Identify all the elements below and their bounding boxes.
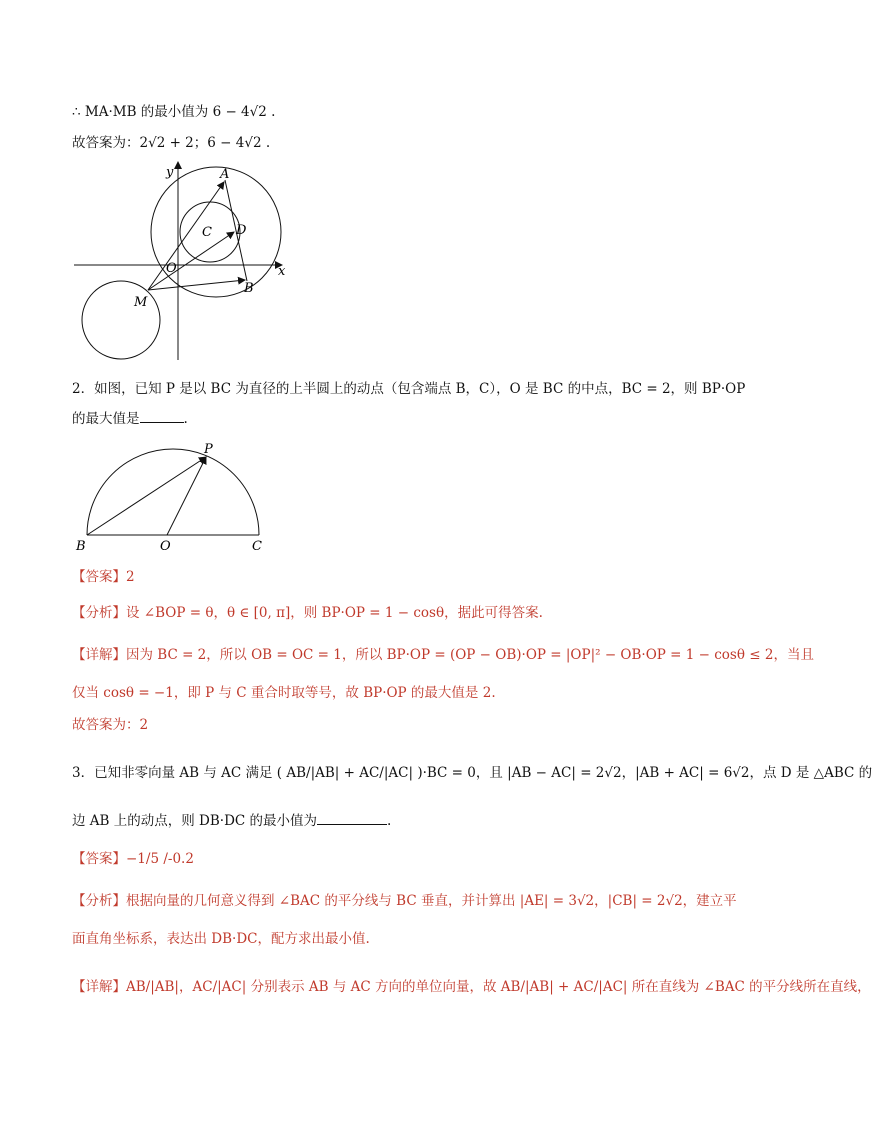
q2-answer-value: 2 [126, 569, 135, 585]
q2-detail-line2 [72, 684, 496, 702]
q3-answer-tag: 【答案】 [72, 851, 126, 867]
label-a: A [220, 167, 230, 182]
q1-figure [70, 160, 295, 365]
q3-answer-line [72, 850, 194, 868]
q2-stem-line1 [72, 380, 745, 398]
q3-analysis-text2: 面直角坐标系，表达出 DB·DC，配方求出最小值. [72, 931, 370, 947]
label-c2: C [252, 539, 262, 554]
q3-analysis-line1 [72, 892, 737, 910]
q3-answer-value: −1/5 /-0.2 [126, 851, 194, 867]
q3-stem2-end: . [387, 813, 392, 829]
q3-detail-line1 [72, 978, 871, 996]
q2-detail-text2: 仅当 cosθ = −1，即 P 与 C 重合时取等号，故 BP·OP 的最大值是 2. [72, 685, 496, 701]
vec-mb [148, 280, 245, 290]
big-circle [151, 167, 281, 297]
q1-answer-line [72, 134, 270, 152]
q2-analysis-text: 设 ∠BOP = θ，θ ∈ [0, π]，则 BP·OP = 1 − cosθ，据此可得答案. [126, 605, 543, 621]
q1-min-text: ∴ MA·MB 的最小值为 6 − 4√2 . [72, 104, 276, 120]
label-p: P [204, 442, 213, 457]
q2-stem1: 2．如图，已知 P 是以 BC 为直径的上半圆上的动点（包含端点 B，C），O 是 BC 的中点，BC = 2，则 BP·OP [72, 381, 746, 397]
label-b: B [244, 281, 254, 296]
label-x: x [278, 264, 286, 279]
q1-min-line [72, 103, 275, 121]
q2-final-line [72, 716, 148, 734]
q2-detail-tag: 【详解】 [72, 647, 126, 663]
label-o2: O [160, 539, 171, 554]
q2-answer-line [72, 568, 135, 586]
q2-detail-text1: 因为 BC = 2，所以 OB = OC = 1，所以 BP·OP = (OP − OB)·OP = |OP|² − OB·OP = 1 − cosθ ≤ 2，当且 [126, 647, 814, 663]
q2-analysis-tag: 【分析】 [72, 605, 126, 621]
vec-ma [148, 182, 224, 290]
label-y: y [166, 165, 174, 180]
q2-blank [140, 410, 184, 423]
label-d: D [236, 223, 247, 238]
q3-stem-line1 [72, 764, 872, 782]
q3-detail-tag: 【详解】 [72, 979, 126, 995]
label-o: O [166, 261, 177, 276]
label-c: C [202, 225, 212, 240]
q1-answer-text: 故答案为：2√2 + 2；6 − 4√2 . [72, 135, 271, 151]
q2-final-text: 故答案为：2 [72, 717, 149, 733]
circle-m [82, 281, 160, 359]
q2-stem2-end: . [183, 411, 188, 427]
q3-analysis-line2 [72, 930, 370, 948]
q3-stem2: 边 AB 上的动点，则 DB·DC 的最小值为 [72, 813, 318, 829]
q2-detail-line1 [72, 646, 814, 664]
q3-stem-line2 [72, 812, 391, 830]
q3-analysis-text1: 根据向量的几何意义得到 ∠BAC 的平分线与 BC 垂直，并计算出 |AE| = 3√2，|CB| = 2√2，建立平 [126, 893, 737, 909]
q2-figure [70, 438, 280, 556]
q2-stem-line2 [72, 410, 188, 428]
q3-detail-text1: AB/|AB|，AC/|AC| 分别表示 AB 与 AC 方向的单位向量，故 AB/|AB| + AC/|AC| 所在直线为 ∠BAC 的平分线所在直线， [126, 979, 871, 995]
label-b2: B [76, 539, 86, 554]
label-m: M [134, 295, 148, 310]
q3-blank [317, 812, 387, 825]
vec-bp [87, 457, 206, 535]
vec-op [167, 457, 206, 535]
q3-stem1: 3．已知非零向量 AB 与 AC 满足 ( AB/|AB| + AC/|AC| )·BC = 0，且 |AB − AC| = 2√2，|AB + AC| = 6√2，点 D 是 △ABC 的 [72, 765, 872, 781]
q2-stem2: 的最大值是 [72, 411, 140, 427]
q2-analysis-line [72, 604, 543, 622]
q2-answer-tag: 【答案】 [72, 569, 126, 585]
vec-md [148, 232, 234, 290]
q3-analysis-tag: 【分析】 [72, 893, 126, 909]
